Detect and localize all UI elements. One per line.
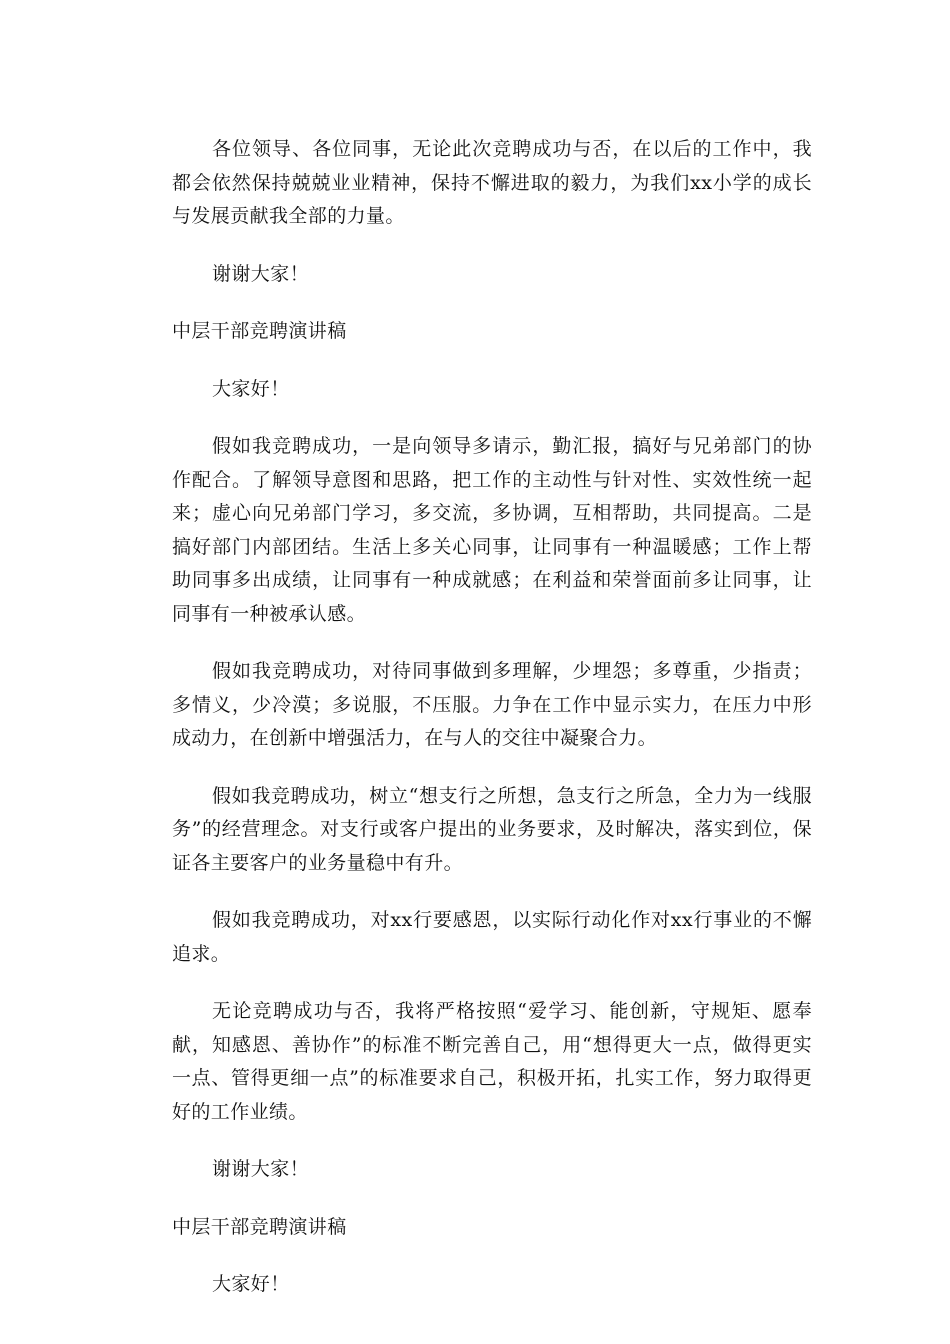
paragraph-greeting: 大家好！ (212, 377, 290, 400)
paragraph-body: 无论竞聘成功与否，我将严格按照“爱学习、能创新，守规矩、愿奉献，知感恩、善协作”的标准不断完善自己，用“想得更大一点，做得更实一点、管得更细一点”的标准要求自己，积极开拓，扎实工作，努力取得更好的工作业绩。 (172, 1000, 812, 1123)
section-title: 中层干部竞聘演讲稿 (172, 320, 347, 342)
paragraph-greeting: 大家好！ (212, 1273, 290, 1295)
paragraph-body: 假如我竞聘成功，树立“想支行之所想，急支行之所急，全力为一线服务”的经营理念。对支行或客户提出的业务要求，及时解决，落实到位，保证各主要客户的业务量稳中有升。 (172, 784, 812, 874)
paragraph-body: 假如我竞聘成功，对待同事做到多理解，少埋怨；多尊重，少指责；多情义，少冷漠；多说服，不压服。力争在工作中显示实力，在压力中形成动力，在创新中增强活力，在与人的交往中凝聚合力。 (172, 660, 812, 749)
section-title: 中层干部竞聘演讲稿 (172, 1215, 347, 1238)
paragraph-thanks: 谢谢大家！ (212, 262, 310, 285)
paragraph-thanks: 谢谢大家！ (212, 1158, 310, 1180)
paragraph-closing-remarks: 各位领导、各位同事，无论此次竞聘成功与否，在以后的工作中，我都会依然保持兢兢业业精神，保持不懈进取的毅力，为我们xx小学的成长与发展贡献我全部的力量。 (172, 138, 812, 227)
paragraph-body: 假如我竞聘成功，对xx行要感恩，以实际行动化作对xx行事业的不懈追求。 (172, 909, 812, 965)
paragraph-body: 假如我竞聘成功，一是向领导多请示，勤汇报，搞好与兄弟部门的协作配合。了解领导意图和思路，把工作的主动性与针对性、实效性统一起来；虚心向兄弟部门学习，多交流，多协调，互相帮助，共同提高。二是搞好部门内部团结。生活上多关心同事，让同事有一种温暖感；工作上帮助同事多出成绩，让同事有一种成就感；在利益和荣誉面前多让同事，让同事有一种被承认感。 (172, 435, 812, 625)
document-body (172, 133, 812, 1326)
